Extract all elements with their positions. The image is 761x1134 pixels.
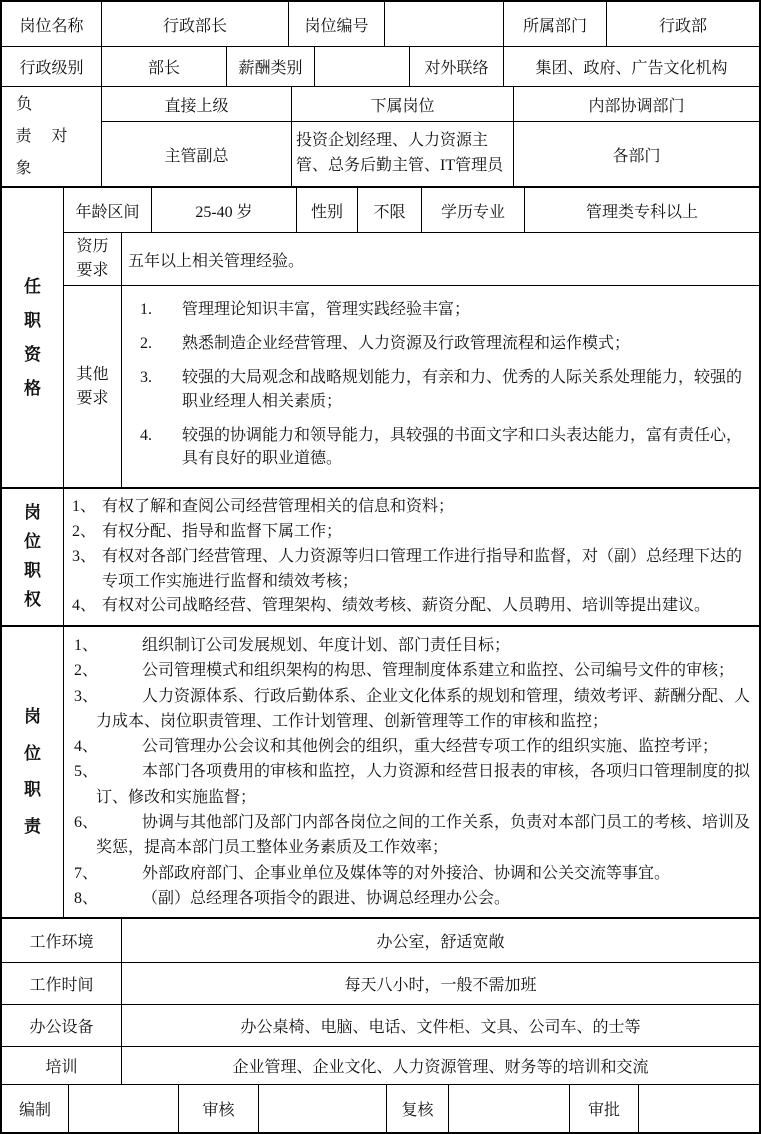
subordinate-positions-value: 投资企划经理、人力资源主管、总务后勤主管、IT管理员 [292,122,514,186]
requirement-item-text: 管理理论知识丰富，管理实践经验丰富； [182,301,471,318]
duty-item-text: 协调与其他部门及部门内部各岗位之间的工作关系，负责对本部门员工的考核、培训及奖惩，提高本部门员工整体业务素质及工作效率； [96,813,751,857]
duty-item-number: 8、 [74,889,99,907]
rechecked-by-value [449,1085,570,1132]
requirement-item [126,366,753,412]
equipment-row [2,1005,759,1047]
position-code-label: 岗位编号 [289,2,385,46]
admin-level-value: 部长 [102,47,227,86]
duty-item [68,658,753,683]
prepared-by-label: 编制 [2,1085,69,1132]
authority-item [68,520,753,545]
work-time-value: 每天八小时，一般不需加班 [344,977,537,995]
position-name-label: 岗位名称 [2,2,102,46]
authority-item-text: 有权对各部门经营管理、人力资源等归口管理工作进行指导和监督，对（副）总经理下达的专项工作实施进行监督和绩效考核； [102,547,743,590]
requirement-item-text: 熟悉制造企业经营管理、人力资源及行政管理流程和运作模式； [182,335,631,353]
reviewed-by-label: 审核 [179,1085,259,1132]
authority-item-number: 1、 [72,498,97,516]
requirement-item-text: 较强的大局观念和战略规划能力，有亲和力、优秀的人际关系处理能力，较强的职业经理人相关素质； [182,369,743,410]
authority-item-text: 有权对公司战略经营、管理架构、绩效考核、薪资分配、人员聘用、培训等提出建议。 [102,597,711,615]
education-label: 学历专业 [422,188,525,232]
approval-row [2,1085,759,1132]
work-env-row [2,919,759,963]
duty-item-number: 5、 [74,763,99,781]
duty-item-number: 1、 [74,637,99,655]
requirement-item [126,332,753,355]
department-value: 行政部 [658,17,707,35]
external-contact-label: 对外联络 [410,47,504,86]
direct-superior-label: 直接上级 [102,87,292,121]
age-range-label: 年龄区间 [64,188,152,232]
duty-item [68,861,753,886]
requirement-item [126,424,753,470]
duties-section-label: 岗位职责 [2,627,64,917]
authority-item [68,545,753,595]
other-requirements-list [122,286,759,487]
authority-item-number: 3、 [72,547,97,565]
subordinate-positions-label: 下属岗位 [292,87,514,121]
responsibility-targets-header [102,87,759,122]
requirement-item [126,298,753,321]
authority-item [68,495,753,520]
qualifications-basic-row [64,188,759,233]
external-contact-value: 集团、政府、广告文化机构 [535,60,728,77]
training-label: 培训 [2,1047,122,1084]
work-time-label: 工作时间 [2,963,122,1004]
qualifications-section [2,188,759,489]
duty-item [68,810,753,861]
equipment-label: 办公设备 [2,1005,122,1046]
requirement-item-number: 1. [140,301,152,318]
duty-item [68,684,753,735]
duty-item [68,886,753,911]
duty-item-text: 人力资源体系、行政后勤体系、企业文化体系的规划和管理，绩效考评、薪酬分配、人力成本、岗位职责管理、工作计划管理、创新管理等工作的审核和监控； [96,687,751,730]
duty-item-text: 公司管理模式和组织架构的构思、管理制度体系建立和监控、公司编号文件的审核； [142,662,735,680]
responsibility-targets-section-label: 负责对象 [2,87,102,186]
responsibility-targets-values [102,122,759,186]
authority-item-number: 2、 [72,522,97,540]
duty-item-number: 6、 [74,813,99,831]
authority-section [2,489,759,627]
duty-item-number: 4、 [74,738,99,756]
requirement-item-number: 4. [140,426,152,444]
duty-item [68,734,753,759]
duties-list [64,627,759,917]
duty-item-text: 外部政府部门、企事业单位及媒体等的对外接洽、协调和公关交流等事宜。 [142,864,671,882]
approved-by-value [639,1085,759,1132]
requirement-item-number: 2. [140,335,152,353]
other-requirements-row [64,286,759,487]
duty-item [68,759,753,810]
duty-item-number: 2、 [74,662,99,680]
duty-item-text: 公司管理办公会议和其他例会的组织，重大经营专项工作的组织实施、监控考评； [142,738,719,756]
authority-item [68,594,753,619]
reviewed-by-value [259,1085,387,1132]
salary-category-label: 薪酬类别 [227,47,315,86]
gender-value: 不限 [358,188,422,232]
gender-label: 性别 [297,188,358,232]
equipment-value: 办公桌椅、电脑、电话、文件柜、文具、公司车、的士等 [240,1019,641,1037]
position-name-value: 行政部长 [102,2,289,46]
approved-by-label: 审批 [570,1085,639,1132]
qualifications-section-label: 任职资格 [2,188,64,487]
duty-item-number: 3、 [74,687,99,705]
other-requirements-label: 其他要求 [64,286,122,487]
responsibility-targets-section [2,87,759,188]
department-label: 所属部门 [504,2,607,46]
header-row-1 [2,2,759,47]
duty-item-text: （副）总经理各项指令的跟进、协调总经理办公会。 [142,889,511,907]
position-code-value [385,2,504,46]
internal-coordination-value: 各部门 [612,147,661,165]
authority-item-text: 有权分配、指导和监督下属工作； [102,522,343,540]
salary-category-value [315,47,410,86]
authority-section-label: 岗位职权 [2,489,64,625]
experience-row [64,233,759,286]
work-env-value: 办公室，舒适宽敞 [376,934,505,952]
authority-item-text: 有权了解和查阅公司经营管理相关的信息和资料； [102,498,455,516]
admin-level-label: 行政级别 [2,47,102,86]
rechecked-by-label: 复核 [387,1085,449,1132]
work-time-row [2,963,759,1005]
duties-section [2,627,759,919]
requirement-item-text: 较强的协调能力和领导能力，具较强的书面文字和口头表达能力，富有责任心，具有良好的职业道德。 [182,426,743,467]
authority-item-number: 4、 [72,597,97,615]
education-value: 管理类专科以上 [585,203,698,221]
work-env-label: 工作环境 [2,919,122,962]
header-row-2 [2,47,759,87]
training-value: 企业管理、企业文化、人力资源管理、财务等的培训和交流 [232,1059,649,1077]
duty-item-text: 组织制订公司发展规划、年度计划、部门责任目标； [142,637,511,655]
experience-value: 五年以上相关管理经验。 [128,252,305,270]
duty-item-text: 本部门各项费用的审核和监控，人力资源和经营日报表的审核，各项归口管理制度的拟订、修改和实施监督； [96,763,751,806]
prepared-by-value [69,1085,179,1132]
experience-label: 资历要求 [64,233,122,285]
requirement-item-number: 3. [140,369,152,387]
internal-coordination-label: 内部协调部门 [588,97,685,115]
duty-item [68,633,753,658]
training-row [2,1047,759,1085]
direct-superior-value: 主管副总 [102,122,292,186]
duty-item-number: 7、 [74,864,99,882]
age-range-value: 25-40 岁 [152,188,297,232]
authority-list [64,489,759,625]
